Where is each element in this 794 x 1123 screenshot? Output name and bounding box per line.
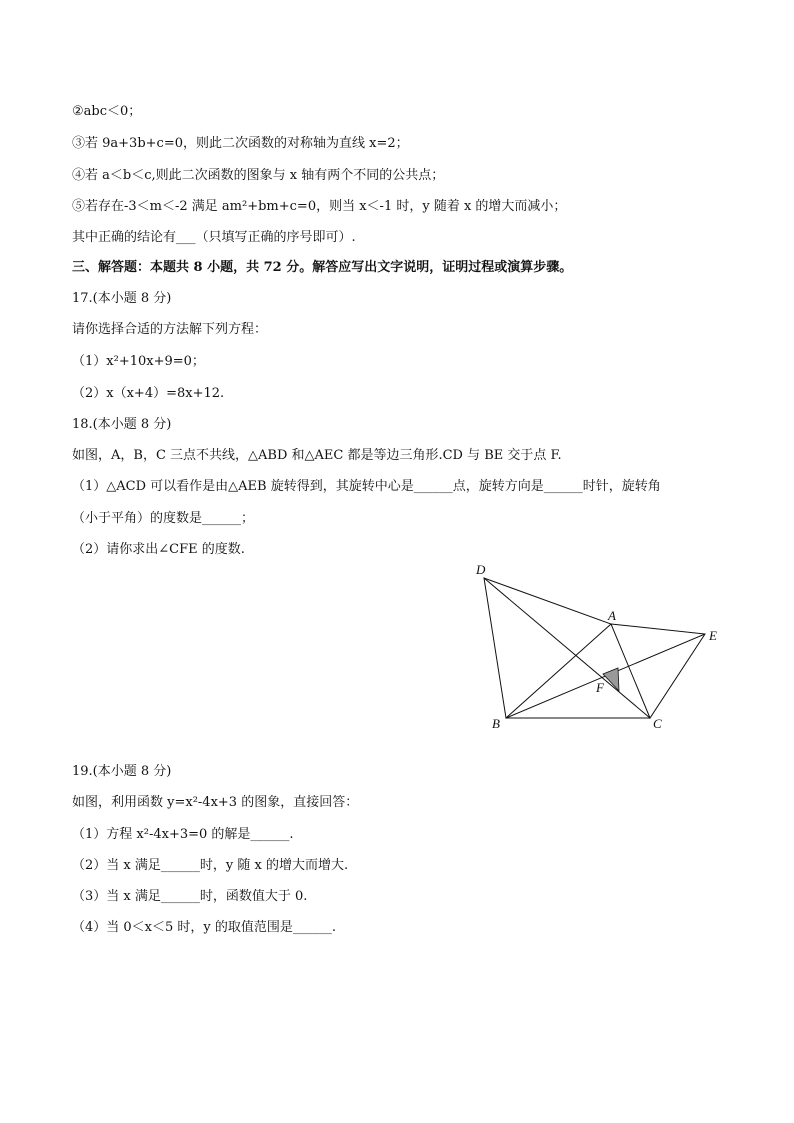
q19-header: 19.(本小题 8 分) [72,764,172,779]
q19-part2: （2）当 x 满足______时，y 随 x 的增大而增大. [72,858,349,873]
q18-part1: （1）△ACD 可以看作是由△AEB 旋转得到，其旋转中心是______点，旋转方向是______时针，旋转角 [72,479,661,494]
q18-part1-cont: （小于平角）的度数是______； [72,511,255,526]
label-d: D [476,562,486,577]
q18-statement: 如图，A，B，C 三点不共线，△ABD 和△AEC 都是等边三角形.CD 与 BE 交于点 F. [72,448,562,463]
line-statement-3: ③若 9a+3b+c=0，则此二次函数的对称轴为直线 x=2； [72,136,409,151]
q19-part4: （4）当 0＜x＜5 时，y 的取值范围是______. [72,920,337,935]
angle-mark-f [603,668,619,691]
q17-part1: （1）x²+10x+9=0； [72,354,205,369]
geometry-figure [470,556,730,736]
section-heading: 三、解答题：本题共 8 小题，共 72 分。解答应写出文字说明，证明过程或演算步骤。 [72,260,573,275]
q17-part2: （2）x（x+4）=8x+12. [72,386,225,401]
q17-header: 17.(本小题 8 分) [72,291,172,306]
line-answer-prompt: 其中正确的结论有___（只填写正确的序号即可）. [72,230,356,245]
triangle-abd [484,578,611,718]
q19-part1: （1）方程 x²-4x+3=0 的解是______. [72,827,294,842]
q19-statement: 如图，利用函数 y=x²-4x+3 的图象，直接回答： [72,795,359,810]
label-b: B [492,716,500,731]
q18-header: 18.(本小题 8 分) [72,417,172,432]
q17-instruction: 请你选择合适的方法解下列方程： [72,322,268,337]
line-statement-2: ②abc＜0； [72,104,142,119]
line-statement-5: ⑤若存在-3＜m＜-2 满足 am²+bm+c=0，则当 x＜-1 时，y 随着 x 的增大而减小； [72,199,567,214]
segment-cd [484,578,650,718]
label-e: E [709,628,717,643]
label-c: C [653,716,662,731]
line-statement-4: ④若 a＜b＜c,则此二次函数的图象与 x 轴有两个不同的公共点； [72,168,445,183]
q18-part2: （2）请你求出∠CFE 的度数. [72,542,245,557]
q19-part3: （3）当 x 满足______时，函数值大于 0. [72,889,308,904]
triangle-aec [611,624,705,718]
label-f: F [596,680,604,695]
label-a: A [608,608,616,623]
